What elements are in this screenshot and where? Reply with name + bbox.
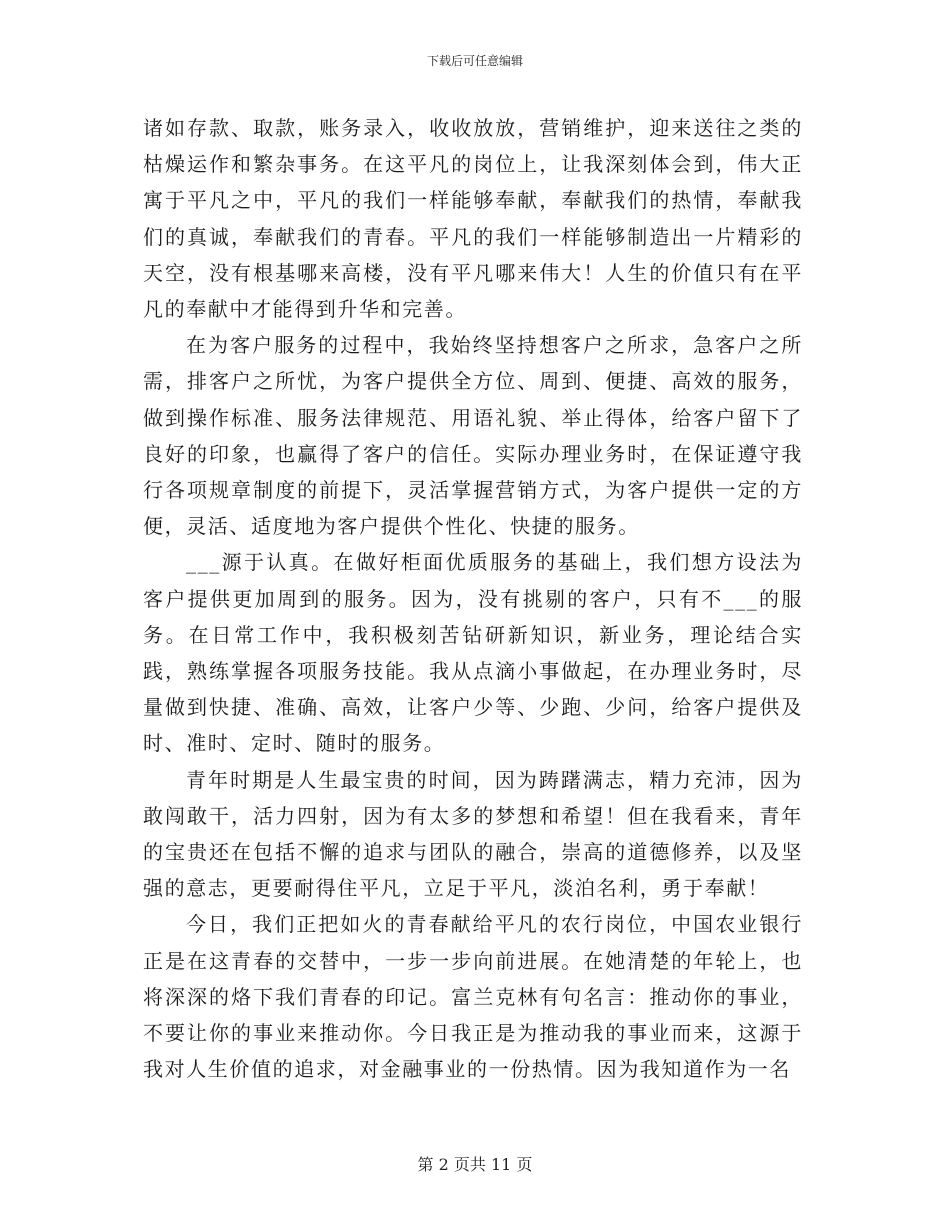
paragraph-1: 诸如存款、取款，账务录入，收收放放，营销维护，迎来送往之类的枯燥运作和繁杂事务。在这平凡的岗位上，让我深刻体会到，伟大正寓于平凡之中，平凡的我们一样能够奉献，奉献我们的热情，奉献我们的真诚，奉献我们的青春。平凡的我们一样能够制造出一片精彩的天空，没有根基哪来高楼，没有平凡哪来伟大！人生的价值只有在平凡的奉献中才能得到升华和完善。 xyxy=(143,116,803,322)
paragraph-3: ___源于认真。在做好柜面优质服务的基础上，我们想方设法为客户提供更加周到的服务。因为，没有挑剔的客户，只有不___的服务。在日常工作中，我积极刻苦钻研新知识，新业务，理论结合实践，熟练掌握各项服务技能。我从点滴小事做起，在办理业务时，尽量做到快捷、准确、高效，让客户少等、少跑、少问，给客户提供及时、准时、定时、随时的服务。 xyxy=(143,550,803,756)
paragraph-4: 青年时期是人生最宝贵的时间，因为踌躇满志，精力充沛，因为敢闯敢干，活力四射，因为有太多的梦想和希望！但在我看来，青年的宝贵还在包括不懈的追求与团队的融合，崇高的道德修养，以及坚强的意志，更要耐得住平凡，立足于平凡，淡泊名利，勇于奉献！ xyxy=(143,767,803,901)
paragraph-5: 今日，我们正把如火的青春献给平凡的农行岗位，中国农业银行正是在这青春的交替中，一步一步向前进展。在她清楚的年轮上，也将深深的烙下我们青春的印记。富兰克林有句名言：推动你的事业，不要让你的事业来推动你。今日我正是为推动我的事业而来，这源于我对人生价值的追求，对金融事业的一份热情。因为我知道作为一名 xyxy=(143,912,803,1082)
page-header: 下载后可任意编辑 xyxy=(426,54,523,68)
page-footer: 第 2 页共 11 页 xyxy=(417,1155,533,1174)
document-body xyxy=(143,110,803,1087)
paragraph-2: 在为客户服务的过程中，我始终坚持想客户之所求，急客户之所需，排客户之所忧，为客户提供全方位、周到、便捷、高效的服务，做到操作标准、服务法律规范、用语礼貌、举止得体，给客户留下了良好的印象，也赢得了客户的信任。实际办理业务时，在保证遵守我行各项规章制度的前提下，灵活掌握营销方式，为客户提供一定的方便，灵活、适度地为客户提供个性化、快捷的服务。 xyxy=(143,333,803,539)
